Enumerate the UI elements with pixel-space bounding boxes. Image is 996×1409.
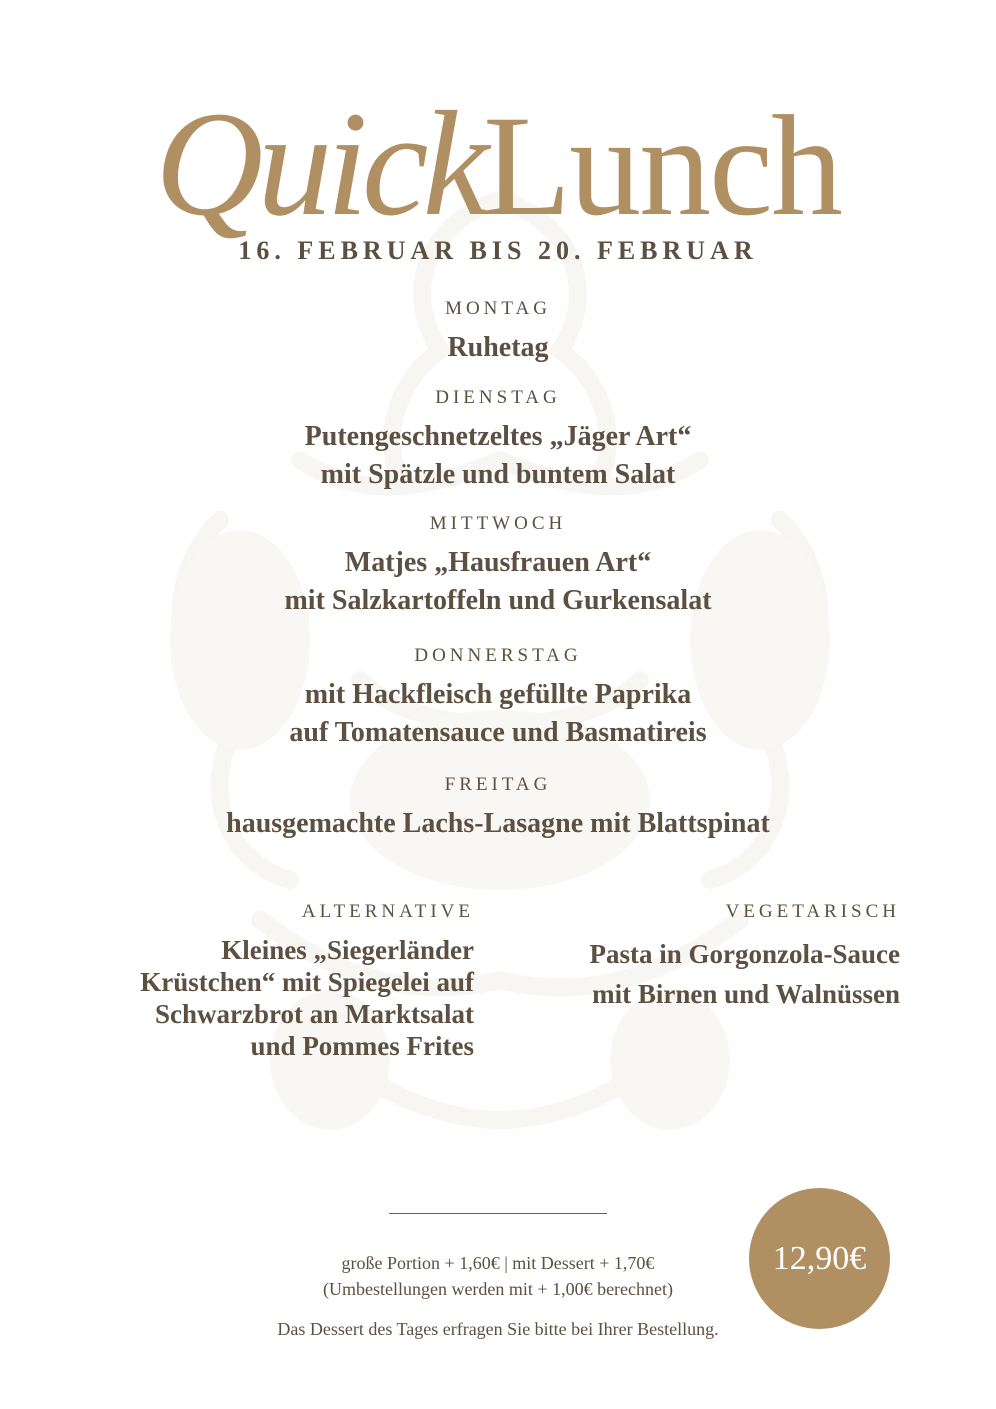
dish-line: und Pommes Frites: [250, 1031, 474, 1061]
date-range: 16. FEBRUAR BIS 20. FEBRUAR: [238, 236, 758, 265]
divider: [389, 1213, 607, 1214]
dish-line: mit Salzkartoffeln und Gurkensalat: [284, 585, 712, 616]
price-notes: [200, 1250, 796, 1342]
day-label: MONTAG: [445, 298, 551, 319]
day-label: DIENSTAG: [435, 387, 561, 408]
dish-line: mit Spätzle und buntem Salat: [320, 459, 676, 490]
day-wednesday: [0, 512, 996, 620]
menu-title: [0, 78, 996, 247]
dish-line: mit Hackfleisch gefüllte Paprika: [304, 679, 692, 710]
dish: [0, 418, 996, 494]
vegetarian-section: [560, 900, 900, 1014]
day-monday: [0, 297, 996, 367]
title-script: Quick: [154, 81, 484, 247]
changes-note: (Umbestellungen werden mit + 1,00€ berechnet): [322, 1279, 674, 1299]
dish-line: Ruhetag: [447, 332, 549, 363]
portion-note: große Portion + 1,60€ | mit Dessert + 1,70€: [341, 1253, 655, 1273]
alternative-label: ALTERNATIVE: [301, 901, 474, 922]
dish: [0, 676, 996, 752]
dish-line: Putengeschnetzeltes „Jäger Art“: [304, 421, 692, 452]
vegetarian-dish: [560, 934, 900, 1014]
day-label: MITTWOCH: [429, 513, 567, 534]
day-label: DONNERSTAG: [414, 645, 582, 666]
price-value: 12,90€: [772, 1239, 867, 1277]
dish: [0, 329, 996, 367]
dish-line: Krüstchen“ mit Spiegelei auf: [140, 967, 474, 997]
dish-line: auf Tomatensauce und Basmatireis: [289, 717, 707, 748]
dish-line: Schwarzbrot an Marktsalat: [155, 999, 474, 1029]
price-badge: [749, 1188, 890, 1329]
dish-line: mit Birnen und Walnüssen: [592, 979, 900, 1009]
day-thursday: [0, 644, 996, 752]
dish: [0, 544, 996, 620]
dish: [0, 805, 996, 843]
day-friday: [0, 773, 996, 843]
dish-line: Pasta in Gorgonzola-Sauce: [589, 939, 900, 969]
day-tuesday: [0, 386, 996, 494]
vegetarian-label: VEGETARISCH: [725, 901, 900, 922]
alternative-dish: [120, 934, 474, 1062]
alternative-section: [120, 900, 474, 1062]
dish-line: Kleines „Siegerländer: [221, 935, 474, 965]
dish-line: hausgemachte Lachs-Lasagne mit Blattspinat: [226, 808, 770, 839]
title-plain: Lunch: [483, 87, 842, 246]
dish-line: Matjes „Hausfrauen Art“: [344, 547, 652, 578]
dessert-note: Das Dessert des Tages erfragen Sie bitte bei Ihrer Bestellung.: [277, 1319, 719, 1339]
day-label: FREITAG: [444, 774, 552, 795]
